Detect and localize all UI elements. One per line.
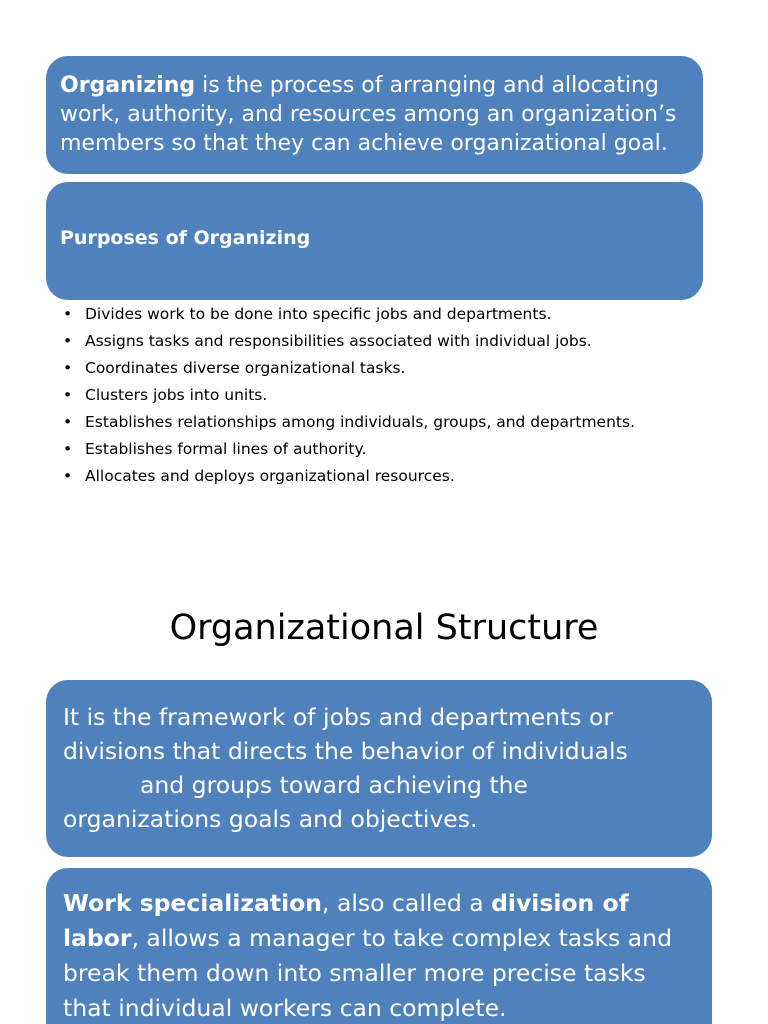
definition-term: Organizing bbox=[60, 73, 196, 98]
bullet-icon: • bbox=[63, 359, 73, 377]
division-of-labor-term: division of labor bbox=[63, 889, 629, 952]
specialization-text-1: , also called a bbox=[322, 889, 492, 917]
list-item bbox=[60, 331, 720, 352]
list-item bbox=[60, 412, 720, 433]
page-title: Organizational Structure bbox=[169, 608, 599, 648]
organizing-definition-box bbox=[46, 56, 703, 174]
bullet-icon: • bbox=[63, 413, 73, 431]
purposes-list bbox=[60, 304, 720, 493]
list-item-text: Establishes relationships among individuals, groups, and departments. bbox=[85, 413, 636, 431]
list-item bbox=[60, 439, 720, 460]
list-item bbox=[60, 358, 720, 379]
list-item bbox=[60, 304, 720, 325]
list-item-text: Assigns tasks and responsibilities associated with individual jobs. bbox=[85, 332, 592, 350]
specialization-term: Work specialization bbox=[63, 889, 323, 917]
work-specialization-box bbox=[46, 868, 712, 1024]
purposes-heading: Purposes of Organizing bbox=[60, 227, 311, 249]
bullet-icon: • bbox=[63, 386, 73, 404]
structure-line-2: and groups toward achieving the bbox=[140, 771, 528, 799]
list-item bbox=[60, 466, 720, 487]
list-item-text: Establishes formal lines of authority. bbox=[85, 440, 367, 458]
definition-text: is the process of arranging and allocating work, authority, and resources among an organization’s members so that they can achieve organizational goal. bbox=[60, 73, 677, 156]
structure-line-1: It is the framework of jobs and departments or divisions that directs the behavior of individuals bbox=[63, 703, 628, 765]
purposes-heading-box bbox=[46, 182, 703, 300]
list-item-text: Divides work to be done into specific jobs and departments. bbox=[85, 305, 552, 323]
list-item bbox=[60, 385, 720, 406]
list-item-text: Allocates and deploys organizational resources. bbox=[85, 467, 455, 485]
bullet-icon: • bbox=[63, 332, 73, 350]
list-item-text: Coordinates diverse organizational tasks. bbox=[85, 359, 406, 377]
bullet-icon: • bbox=[63, 305, 73, 323]
bullet-icon: • bbox=[63, 467, 73, 485]
bullet-icon: • bbox=[63, 440, 73, 458]
structure-line-3: organizations goals and objectives. bbox=[63, 805, 478, 833]
specialization-text-2: , allows a manager to take complex tasks and break them down into smaller more precise tasks that individual workers can complete. bbox=[63, 924, 672, 1022]
list-item-text: Clusters jobs into units. bbox=[85, 386, 268, 404]
structure-definition-box bbox=[46, 680, 712, 857]
